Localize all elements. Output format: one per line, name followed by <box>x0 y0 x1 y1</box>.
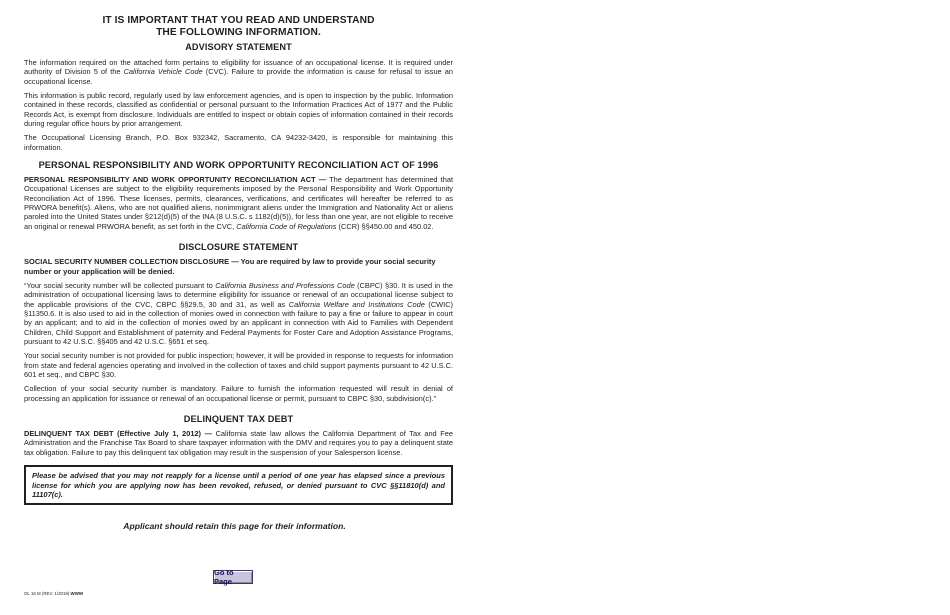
delinquent-tax-heading: DELINQUENT TAX DEBT <box>183 414 294 425</box>
ssn-disclosure-paragraph-3: Collection of your social security number is mandatory. Failure to furnish the information requested will result in denial of processing an application for issuance or renewal of an occupational license or permit, pursuant to CBPC §30, subdivision(c).” <box>24 384 453 403</box>
prwora-paragraph: PERSONAL RESPONSIBILITY AND WORK OPPORTUNITY RECONCILIATION ACT — The department has determined that Occupational Licenses are subject to the eligibility requirements imposed by the Personal Responsibility and Work Opportunity Reconciliation Act of 1996. These licenses, permits, clearances, verifications, and certificates will hereafter be referred to as PRWORA benefit(s). Aliens, who are not qualified aliens, nonimmigrant aliens under the Immigration and Nationality Act or aliens paroled into the United States under §212(d)(5) of the INA (8 U.S.C. s 1182(d)(5)), for less than one year, are not eligible to receive an original or renewal PRWORA benefit, as set forth in the CVC, California Code of Regulations (CCR) §§450.00 and 450.02. <box>24 175 454 231</box>
disclosure-heading: DISCLOSURE STATEMENT <box>178 242 299 253</box>
advisory-heading: ADVISORY STATEMENT <box>185 42 292 52</box>
advisory-paragraph-3: The Occupational Licensing Branch, P.O. Box 932342, Sacramento, CA 94232-3420, is responsible for maintaining this information. <box>24 133 453 152</box>
ssn-disclosure-quote: “Your social security number will be collected pursuant to California Business and Professions Code (CBPC) §30. It is used in the administration of occupational licensing laws to determine eligibility for issuance or renewal of an occupational license subject to the applicable provisions of the CVC, CBPC §§29.5, 30 and 31, as well as California Welfare and Institutions Code (CWIC) §11350.6. It is also used to aid in the collection of monies owed in connection with failure to pay a fine or failure to appear in court by an applicant; and to aid in the collection of monies owed by an applicant in connection with Aid to Families with Dependent Children, Child Support and Establishment of paternity and Federal Payments for Foster Care and Adoption Assistance Programs, pursuant to 42 U.S.C. §§405 and 42 U.S.C. §651 et seq. <box>24 280 453 347</box>
form-number: OL 16 M (REV. 1/2019) WWW <box>24 591 83 596</box>
ssn-disclosure-paragraph-2: Your social security number is not provided for public inspection; however, it will be provided in response to requests for information from state and federal agencies operating and involved in the collection of taxes and child support payments pursuant to 42 U.S.C. 601 et seq., and CBPC §30. <box>24 351 453 380</box>
ssn-disclosure-lead: SOCIAL SECURITY NUMBER COLLECTION DISCLOSURE — You are required by law to provide your social security number or your application will be denied. <box>24 257 436 276</box>
delinquent-tax-paragraph: DELINQUENT TAX DEBT (Effective July 1, 2012) — California state law allows the California Department of Tax and Fee Administration and the Franchise Tax Board to share taxpayer information with the DMV and requires you to pay a delinquent state tax obligation. Failure to pay this delinquent tax obligation may result in the suspension of your Salesperson license. <box>24 429 453 457</box>
prwora-heading: PERSONAL RESPONSIBILITY AND WORK OPPORTUNITY RECONCILIATION ACT OF 1996 <box>38 160 439 171</box>
reapply-notice-box: Please be advised that you may not reapply for a license until a period of one year has elapsed since a previous license for which you are applying now has been revoked, refused, or denied pursuant to CVC §§11810(d) and 11107(c). <box>24 465 453 505</box>
page-title-line2: THE FOLLOWING INFORMATION. <box>156 26 321 38</box>
advisory-paragraph-1: The information required on the attached form pertains to eligibility for issuance of an occupational license. It is required under authority of Division 5 of the California Vehicle Code (CVC). Failure to provide the information is cause for refusal to issue an occupational license. <box>24 58 453 86</box>
retain-page-note: Applicant should retain this page for their information. <box>123 521 346 532</box>
page-title-line1: IT IS IMPORTANT THAT YOU READ AND UNDERSTAND <box>102 15 375 26</box>
advisory-paragraph-2: This information is public record, regularly used by law enforcement agencies, and is open to inspection by the public. Information contained in these records, classified as confidential or personal pursuant to the Information Practices Act of 1977 and the Public Records Act, is exempt from disclosure. Individuals are entitled to inspect or obtain copies of information contained in their records during regular office hours by prior arrangement. <box>24 91 453 129</box>
advisory-document <box>24 15 453 531</box>
go-to-page-button[interactable]: Go to Page <box>213 570 253 584</box>
